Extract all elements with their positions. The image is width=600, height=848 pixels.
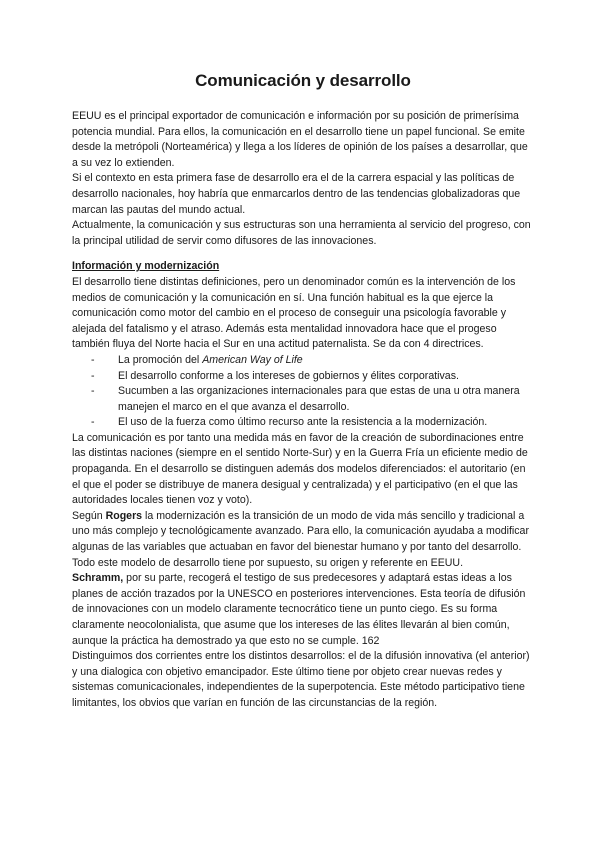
intro-paragraph-3: Actualmente, la comunicación y sus estructuras son una herramienta al servicio del progreso, con la principal utilidad de servir como difusores de las innovaciones. [72, 219, 531, 247]
list-item: - El uso de la fuerza como último recurso ante la resistencia a la modernización. [99, 415, 534, 431]
list-item: - El desarrollo conforme a los intereses de gobiernos y élites corporativas. [99, 369, 534, 385]
list-item: - Sucumben a las organizaciones internacionales para que estas de una u otra manera manejen el marco en el que avanza el desarrollo. [99, 384, 534, 415]
paragraph-text: por su parte, recogerá el testigo de sus predecesores y adaptará estas ideas a los planes de acción trazados por la UNESCO en posteriores intervenciones. Esta teoría de difusión de innovaciones con un modelo claramente tecnocrático tiene un punto ciego. Es su forma claramente neocolonialista, que asume que los intereses de las élites llevarán al bien común, aunque la práctica ha demostrado ya que esto no se cumple. 162 [72, 572, 526, 647]
paragraph-gap [72, 249, 534, 259]
section-paragraph-1: El desarrollo tiene distintas definiciones, pero un denominador común es la intervención de los medios de comunicación y la comunicación en sí. Una función habitual es la que ejerce la comunicación como motor del cambio en el proceso de conseguir una psicología favorable y alejada del fatalismo y el atraso. Además esta mentalidad innovadora hace que el progeso también fluya del Norte hacia el Sur en una actitud paternalista. Se da con 4 directrices. [72, 275, 516, 351]
intro-paragraph-1: EEUU es el principal exportador de comunicación e información por su posición de primerísima potencia mundial. Para ellos, la comunicación en el desarrollo tiene un papel funcional. Se emite desde la metrópoli (Norteamérica) y llega a los líderes de opinión de los países a desarrollar, que a su vez lo extienden. [72, 110, 528, 169]
intro-paragraph-2: Si el contexto en esta primera fase de desarrollo era el de la carrera espacial y las políticas de desarrollo nacionales, hoy habría que enmarcarlos dentro de las tendencias globalizadoras que marcan las pautas del mundo actual. [72, 172, 521, 216]
directives-list [72, 353, 534, 431]
list-item-emphasis: American Way of Life [202, 353, 303, 366]
list-item [99, 353, 534, 369]
section-paragraph-2: La comunicación es por tanto una medida más en favor de la creación de subordinaciones entre las distintas naciones (siempre en el sentido Norte-Sur) y en la Guerra Fría un eficiente medio de propaganda. En el desarrollo se distinguen además dos modelos diferenciados: el autoritario (en el que el poder se distribuye de manera desigual y centralizada) y el participativo (en el que las autoridades locales tienen voz y voto). [72, 431, 528, 507]
author-name-rogers: Rogers [105, 509, 143, 522]
paragraph-text: la modernización es la transición de un modo de vida más sencillo y tradicional a uno más complejo y tecnológicamente avanzado. Para ello, la comunicación ayudaba a modificar algunas de las variables que actuaban en favor del bienestar humano y por tanto del desarrollo. Todo este modelo de desarrollo tiene por supuesto, su origen y referente en EEUU. [72, 509, 529, 569]
section-heading: Información y modernización [72, 260, 220, 273]
section-paragraph-4 [72, 571, 534, 649]
author-name-schramm: Schramm, [72, 572, 124, 585]
list-item-text: La promoción del [118, 353, 203, 366]
paragraph-text: Según [72, 509, 106, 522]
section-paragraph-3 [72, 509, 534, 571]
section-paragraph-5: Distinguimos dos corrientes entre los distintos desarrollos: el de la difusión innovativa (el anterior) y una dialogica con objetivo emancipador. Este último tiene por objeto crear nuevas redes y sistemas comunicacionales, independientes de la superpotencia. Este método participativo tiene limitantes, los obvios que varían en función de las circunstancias de la región. [72, 650, 530, 709]
document-page [72, 70, 534, 712]
document-title: Comunicación y desarrollo [195, 71, 411, 90]
